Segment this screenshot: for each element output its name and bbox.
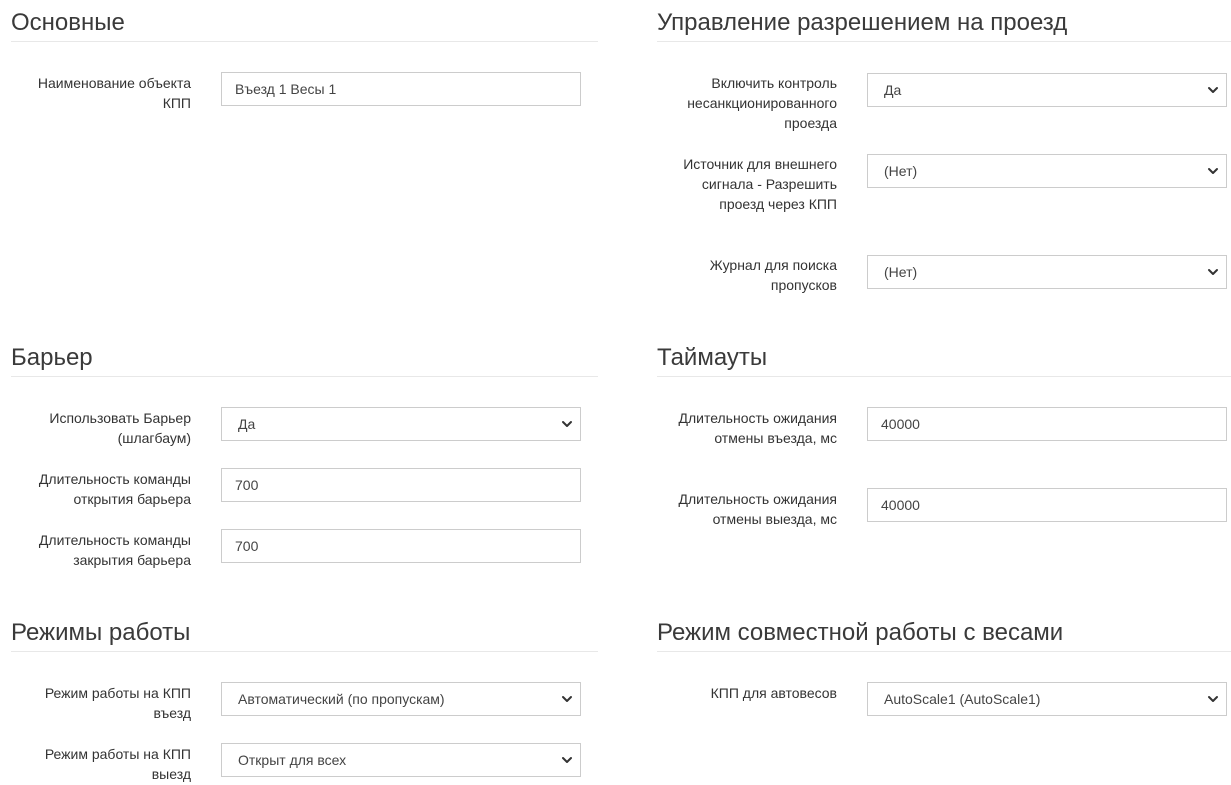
section-divider xyxy=(657,651,1231,652)
access-signal-label: Источник для внешнего сигнала - Разрешить проезд через КПП xyxy=(683,156,837,212)
mode-exit-label: Режим работы на КПП выезд xyxy=(44,746,191,782)
mode-entry-label: Режим работы на КПП въезд xyxy=(44,685,191,721)
section-divider xyxy=(11,376,598,377)
timeout-exit-value: 40000 xyxy=(881,497,920,513)
section-divider xyxy=(657,41,1231,42)
access-journal-select[interactable] xyxy=(867,255,1227,289)
section-title-modes: Режимы работы xyxy=(11,619,191,646)
mode-entry-select[interactable] xyxy=(221,682,581,716)
chevron-down-icon xyxy=(561,693,573,705)
barrier-use-value: Да xyxy=(238,416,256,432)
mode-exit-value: Открыт для всех xyxy=(238,752,347,768)
barrier-use-select[interactable] xyxy=(221,407,581,441)
barrier-use-label: Использовать Барьер (шлагбаум) xyxy=(49,410,191,446)
object-name-input[interactable] xyxy=(221,72,581,106)
section-title-basic: Основные xyxy=(11,9,125,36)
mode-entry-value: Автоматический (по пропускам) xyxy=(238,691,445,707)
timeout-entry-input[interactable] xyxy=(867,407,1227,441)
barrier-open-label: Длительность команды открытия барьера xyxy=(38,471,191,507)
scales-kpp-value: AutoScale1 (AutoScale1) xyxy=(884,691,1041,707)
access-control-value: Да xyxy=(884,82,902,98)
access-journal-label: Журнал для поиска пропусков xyxy=(709,257,837,293)
access-control-select[interactable] xyxy=(867,73,1227,107)
barrier-close-input[interactable] xyxy=(221,529,581,563)
object-name-label: Наименование объекта КПП xyxy=(37,75,191,111)
access-journal-value: (Нет) xyxy=(884,264,918,280)
scales-kpp-label: КПП для автовесов xyxy=(710,685,837,701)
access-control-label: Включить контроль несанкционированного проезда xyxy=(687,75,837,131)
chevron-down-icon xyxy=(1207,84,1219,96)
chevron-down-icon xyxy=(1207,693,1219,705)
section-divider xyxy=(657,376,1231,377)
access-signal-value: (Нет) xyxy=(884,163,918,179)
access-signal-select[interactable] xyxy=(867,154,1227,188)
barrier-close-value: 700 xyxy=(235,538,259,554)
barrier-open-input[interactable] xyxy=(221,468,581,502)
section-title-access: Управление разрешением на проезд xyxy=(657,9,1068,36)
barrier-close-label: Длительность команды закрытия барьера xyxy=(38,532,191,568)
section-title-scales: Режим совместной работы с весами xyxy=(657,619,1064,646)
mode-exit-select[interactable] xyxy=(221,743,581,777)
section-divider xyxy=(11,41,598,42)
object-name-value: Въезд 1 Весы 1 xyxy=(235,81,337,97)
timeout-entry-value: 40000 xyxy=(881,416,920,432)
section-title-timeouts: Таймауты xyxy=(657,344,768,371)
section-title-barrier: Барьер xyxy=(11,344,93,371)
chevron-down-icon xyxy=(561,754,573,766)
timeout-exit-input[interactable] xyxy=(867,488,1227,522)
chevron-down-icon xyxy=(1207,165,1219,177)
section-divider xyxy=(11,651,598,652)
chevron-down-icon xyxy=(1207,266,1219,278)
timeout-exit-label: Длительность ожидания отмены выезда, мс xyxy=(678,491,837,527)
scales-kpp-select[interactable] xyxy=(867,682,1227,716)
chevron-down-icon xyxy=(561,418,573,430)
timeout-entry-label: Длительность ожидания отмены въезда, мс xyxy=(678,410,837,446)
barrier-open-value: 700 xyxy=(235,477,259,493)
